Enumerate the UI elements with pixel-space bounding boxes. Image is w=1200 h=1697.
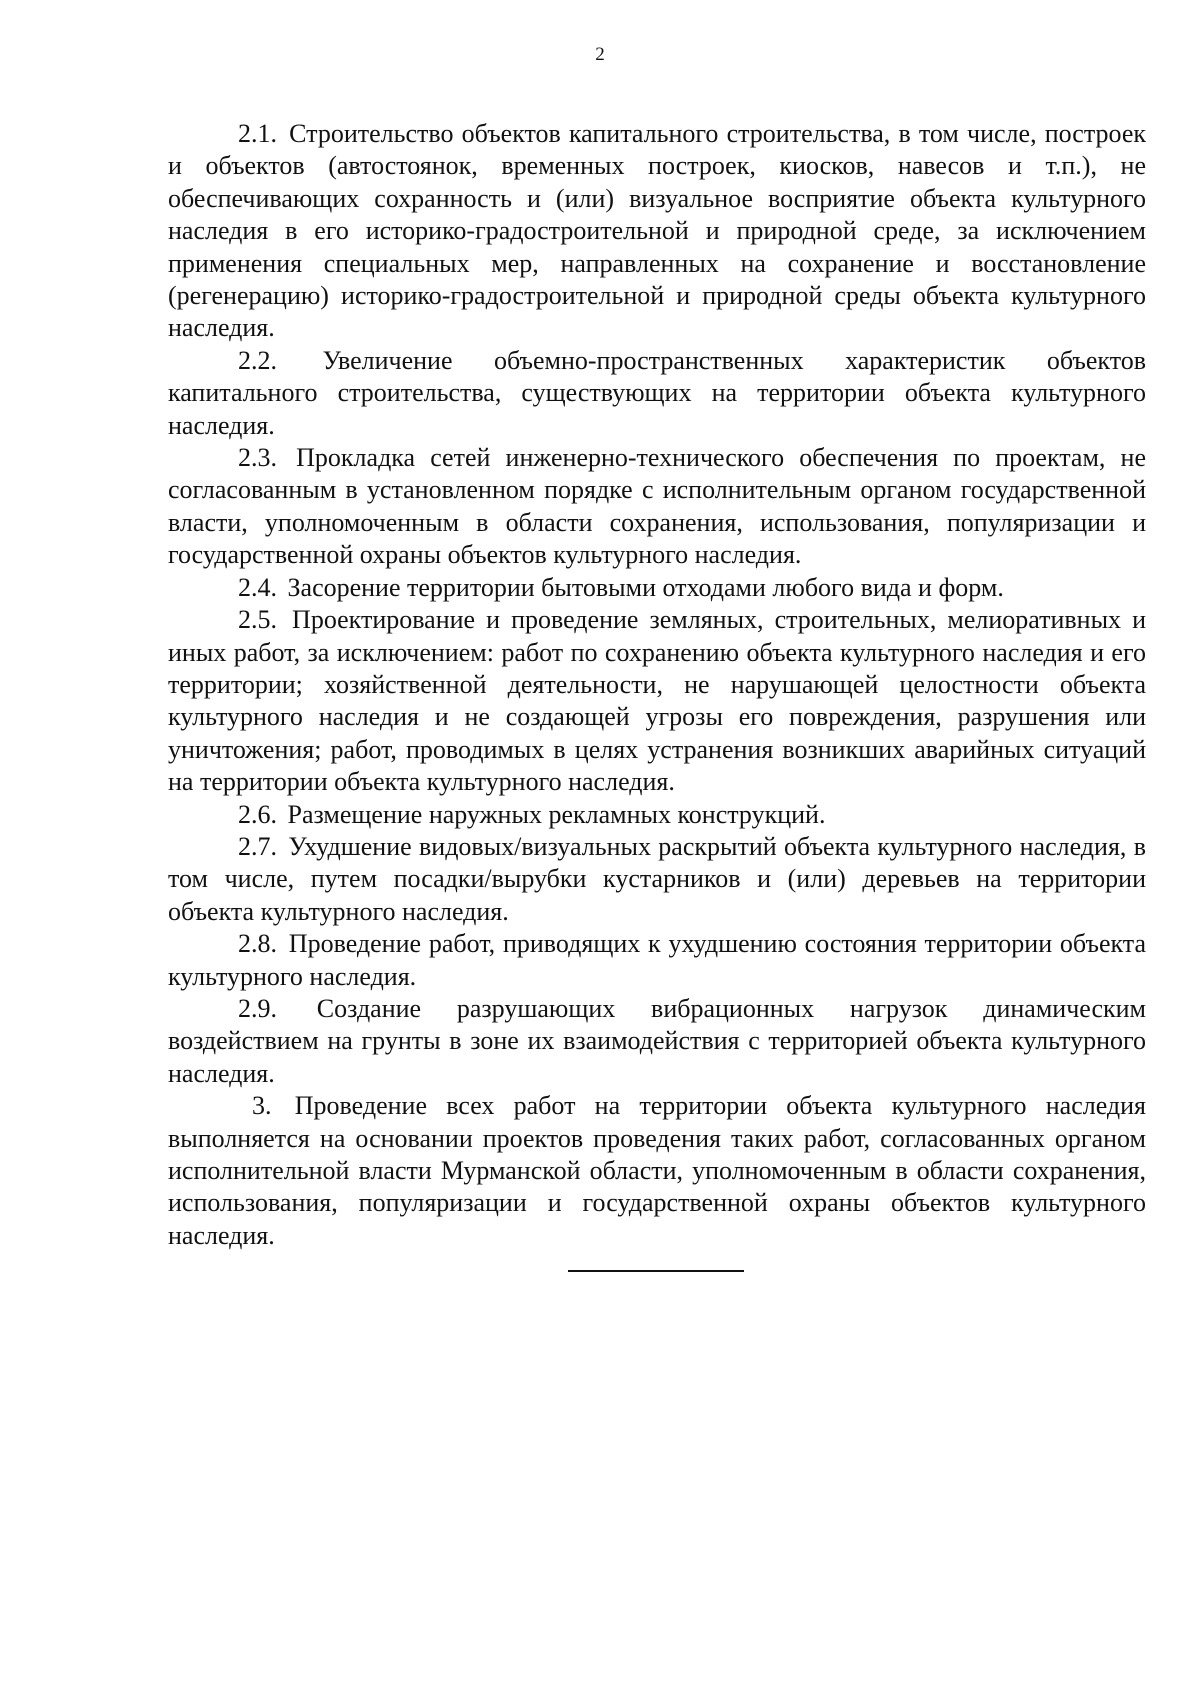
clause-number: 2.9. <box>238 993 277 1023</box>
clause-text: Проектирование и проведение земляных, строительных, мелиоративных и иных работ, за исключением: работ по сохранению объекта культурного наследия и его территории; хозяйственной деятельности, не нарушающей целостности объекта культурного наследия и не создающей угрозы его повреждения, разрушения или уничтожения; работ, проводимых в целях устранения возникших аварийных ситуаций на территории объекта культурного наследия. <box>168 605 1147 797</box>
clause-2-8 <box>168 928 1146 993</box>
clause-number: 3. <box>252 1091 272 1121</box>
clause-number: 2.5. <box>238 605 277 635</box>
clause-text: Засорение территории бытовыми отходами любого вида и форм. <box>287 572 1004 602</box>
clause-number: 2.3. <box>238 443 277 473</box>
clause-number: 2.1. <box>238 119 277 148</box>
clause-number: 2.6. <box>238 799 277 829</box>
clause-2-4 <box>168 572 1146 604</box>
clause-text: Прокладка сетей инженерно-технического обеспечения по проектам, не согласованным в установленном порядке с исполнительным органом государственной власти, уполномоченным в области сохранения, использования, популяризации и государственной охраны объектов культурного наследия. <box>168 443 1147 570</box>
clause-2-3 <box>168 442 1146 572</box>
clause-2-7 <box>168 831 1146 928</box>
clause-number: 2.7. <box>238 831 277 861</box>
clause-text: Увеличение объемно-пространственных характеристик объектов капитального строительства, существующих на территории объекта культурного наследия. <box>168 345 1146 440</box>
clause-text: Проведение работ, приводящих к ухудшению состояния территории объекта культурного наследия. <box>168 929 1146 991</box>
clause-2-6 <box>168 799 1146 831</box>
clause-number: 2.8. <box>238 929 277 959</box>
clause-text: Ухудшение видовых/визуальных раскрытий объекта культурного наследия, в том числе, путем посадки/вырубки кустарников и (или) деревьев на территории объекта культурного наследия. <box>168 831 1147 926</box>
clause-text: Проведение всех работ на территории объекта культурного наследия выполняется на основании проектов проведения таких работ, согласованных органом исполнительной власти Мурманской области, уполномоченным в области сохранения, использования, популяризации и государственной охраны объектов культурного наследия. <box>168 1091 1147 1250</box>
clause-number: 2.4. <box>238 572 277 602</box>
clause-2-9 <box>168 993 1146 1090</box>
document-body <box>168 118 1146 1272</box>
end-of-document-rule <box>568 1270 744 1272</box>
clause-2-1 <box>168 118 1146 345</box>
clause-2-5 <box>168 604 1146 798</box>
clause-number: 2.2. <box>238 345 277 375</box>
clause-text: Строительство объектов капитального строительства, в том числе, построек и объектов (автостоянок, временных построек, киосков, навесов и т.п.), не обеспечивающих сохранность и (или) визуальное восприятие объекта культурного наследия в его историко-градостроительной и природной среде, за исключением применения специальных мер, направленных на сохранение и восстановление (регенерацию) историко-градостроительной и природной среды объекта культурного наследия. <box>168 119 1146 343</box>
clause-text: Размещение наружных рекламных конструкций. <box>287 799 826 829</box>
clause-2-2 <box>168 345 1146 442</box>
clause-3 <box>168 1090 1146 1252</box>
clause-text: Создание разрушающих вибрационных нагрузок динамическим воздействием на грунты в зоне их взаимодействия с территорией объекта культурного наследия. <box>168 993 1147 1088</box>
page-number: 2 <box>595 44 605 65</box>
